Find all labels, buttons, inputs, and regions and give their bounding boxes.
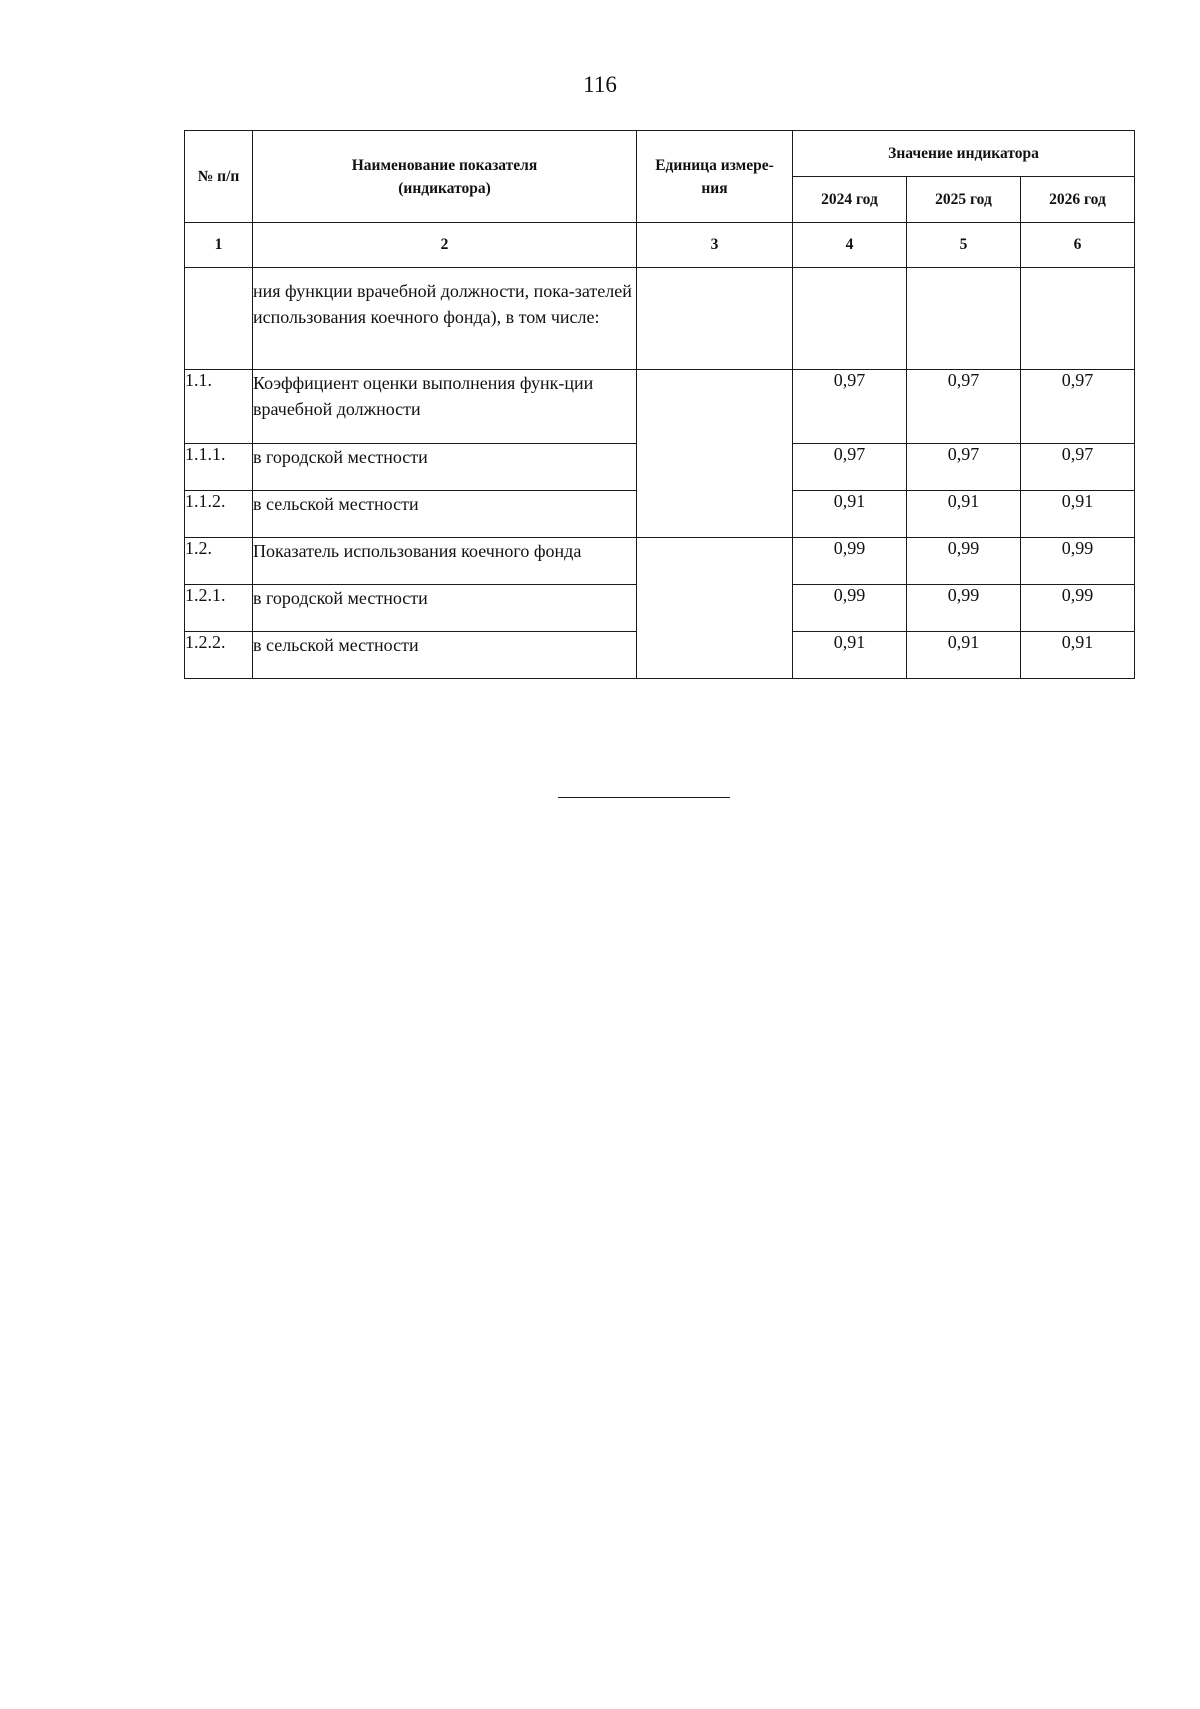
table-row [185, 370, 1135, 444]
row-name: Показатель использования коечного фонда [253, 538, 637, 585]
column-number: 4 [793, 223, 907, 268]
row-code: 1.1.1. [185, 444, 253, 491]
row-name: в городской местности [253, 444, 637, 491]
header-row [185, 131, 1135, 177]
row-code: 1.1. [185, 370, 253, 444]
row-code: 1.2.2. [185, 632, 253, 679]
header-year-2025: 2025 год [907, 177, 1021, 223]
row-name: ния функции врачебной должности, пока-зателей использования коечного фонда), в том числе: [253, 268, 637, 370]
header-name: Наименование показателя (индикатора) [253, 131, 637, 223]
row-value-2024: 0,97 [793, 370, 907, 444]
row-value-2025: 0,97 [907, 370, 1021, 444]
row-value-2026: 0,97 [1021, 444, 1135, 491]
row-value-2024 [793, 268, 907, 370]
row-code: 1.1.2. [185, 491, 253, 538]
header-value-group: Значение индикатора [793, 131, 1135, 177]
header-year-2024: 2024 год [793, 177, 907, 223]
row-value-2025 [907, 268, 1021, 370]
column-number: 1 [185, 223, 253, 268]
row-name: в городской местности [253, 585, 637, 632]
row-value-2025: 0,91 [907, 491, 1021, 538]
column-number: 3 [637, 223, 793, 268]
row-code: 1.2.1. [185, 585, 253, 632]
row-value-2026: 0,99 [1021, 585, 1135, 632]
header-unit: Единица измере-ния [637, 131, 793, 223]
row-value-2026: 0,91 [1021, 491, 1135, 538]
table-row [185, 268, 1135, 370]
column-number: 6 [1021, 223, 1135, 268]
row-unit [637, 370, 793, 538]
row-value-2024: 0,99 [793, 585, 907, 632]
row-value-2025: 0,91 [907, 632, 1021, 679]
row-unit [637, 538, 793, 679]
row-name: в сельской местности [253, 632, 637, 679]
row-value-2024: 0,99 [793, 538, 907, 585]
row-value-2024: 0,97 [793, 444, 907, 491]
row-code [185, 268, 253, 370]
end-rule [558, 797, 730, 798]
table-row [185, 538, 1135, 585]
row-value-2026: 0,99 [1021, 538, 1135, 585]
row-name: Коэффициент оценки выполнения функ-ции врачебной должности [253, 370, 637, 444]
header-no: № п/п [185, 131, 253, 223]
column-numbers-row [185, 223, 1135, 268]
row-value-2026: 0,91 [1021, 632, 1135, 679]
row-value-2026: 0,97 [1021, 370, 1135, 444]
row-unit [637, 268, 793, 370]
row-value-2024: 0,91 [793, 632, 907, 679]
row-value-2025: 0,99 [907, 538, 1021, 585]
column-number: 5 [907, 223, 1021, 268]
column-number: 2 [253, 223, 637, 268]
row-name: в сельской местности [253, 491, 637, 538]
row-value-2026 [1021, 268, 1135, 370]
row-value-2024: 0,91 [793, 491, 907, 538]
row-code: 1.2. [185, 538, 253, 585]
page-number: 116 [583, 72, 617, 97]
indicators-table [184, 130, 1135, 679]
row-value-2025: 0,99 [907, 585, 1021, 632]
header-year-2026: 2026 год [1021, 177, 1135, 223]
row-value-2025: 0,97 [907, 444, 1021, 491]
